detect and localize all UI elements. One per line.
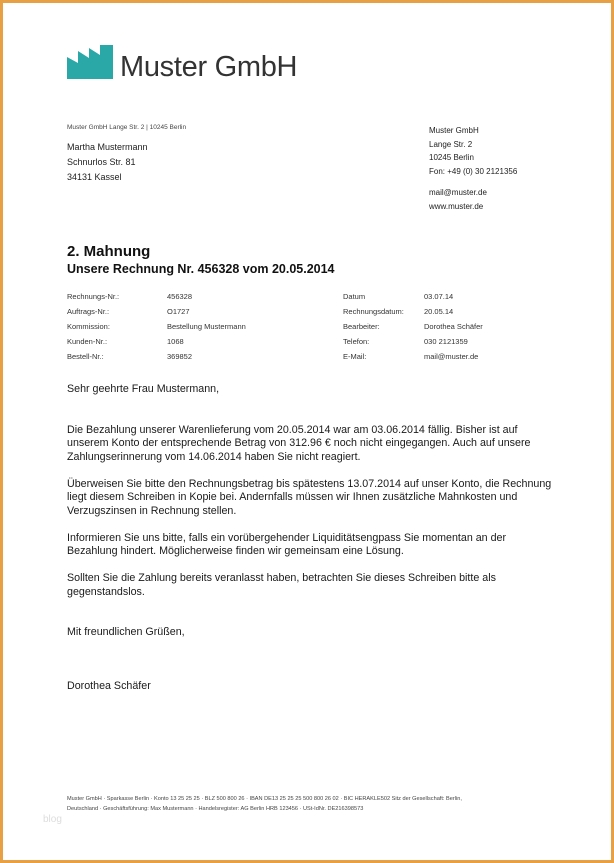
footer-line: Deutschland · Geschäftsführung: Max Mustermann · Handelsregister: AG Berlin HRB 123456 · USt-IdNr. DE216398573 — [67, 805, 364, 812]
info-label: Kunden-Nr.: — [67, 337, 108, 346]
letter-body — [67, 383, 557, 693]
watermark: blog — [43, 814, 62, 825]
info-label: Rechnungs-Nr.: — [67, 292, 120, 301]
company-city: 10245 Berlin — [429, 153, 474, 162]
body-paragraph: Sollten Sie die Zahlung bereits veranlasst haben, betrachten Sie dieses Schreiben bitte als gegenstandslos. — [67, 572, 496, 598]
body-paragraph: Überweisen Sie bitte den Rechnungsbetrag bis spätestens 13.07.2014 auf unser Konto, die Rechnung liegt diesem Schreiben in Kopie bei. Andernfalls müssen wir Ihnen zusätzliche Mahnkosten und Verzugszinsen in Rechnung stellen. — [67, 477, 552, 517]
invoice-number: 456328 — [167, 292, 193, 301]
page-title: 2. Mahnung — [67, 243, 151, 260]
info-label: Auftrags-Nr.: — [67, 307, 110, 316]
info-label: Rechnungsdatum: — [343, 307, 404, 316]
recipient-street: Schnurlos Str. 81 — [67, 157, 136, 167]
invoice-date: 20.05.14 — [424, 307, 454, 316]
info-values-right — [424, 289, 483, 364]
factory-icon — [67, 45, 113, 79]
clerk-email-link[interactable]: mail@muster.de — [424, 352, 479, 361]
info-label: Bestell-Nr.: — [67, 352, 104, 361]
company-name: Muster GmbH — [429, 126, 479, 135]
sender-address-line: Muster GmbH Lange Str. 2 | 10245 Berlin — [67, 124, 187, 131]
recipient-city: 34131 Kassel — [67, 172, 122, 182]
company-contact-block — [429, 124, 517, 213]
company-email-link[interactable]: mail@muster.de — [429, 188, 487, 197]
letter-date: 03.07.14 — [424, 292, 454, 301]
recipient-name: Martha Mustermann — [67, 142, 148, 152]
order-number: O1727 — [167, 307, 190, 316]
customer-number: 1068 — [167, 337, 184, 346]
commission: Bestellung Mustermann — [167, 322, 246, 331]
footer-line: Muster GmbH · Sparkasse Berlin · Konto 13 25 25 25 · BLZ 500 800 26 · IBAN DE13 25 25 25 500 800 26 02 · BIC HERAKLE502 Sitz der Gesellschaft: Berlin, — [67, 796, 462, 802]
company-street: Lange Str. 2 — [429, 139, 473, 149]
company-logo-text: Muster GmbH — [120, 51, 298, 83]
info-labels-left — [67, 289, 119, 364]
clerk-phone: 030 2121359 — [424, 337, 468, 346]
footer-bank-details — [67, 795, 547, 814]
body-paragraph: Informieren Sie uns bitte, falls ein vorübergehender Liquiditätsengpass Sie momentan an der Bezahlung hindert. Möglicherweise finden wir gemeinsam eine Lösung. — [67, 531, 507, 557]
info-label: Kommission: — [67, 322, 110, 331]
recipient-address — [67, 140, 148, 185]
info-label: E-Mail: — [343, 352, 367, 361]
closing: Mit freundlichen Grüßen, — [67, 626, 185, 638]
company-website-link[interactable]: www.muster.de — [429, 201, 484, 211]
company-phone: Fon: +49 (0) 30 2121356 — [429, 166, 518, 176]
salutation: Sehr geehrte Frau Mustermann, — [67, 383, 220, 395]
purchase-order-number: 369852 — [167, 352, 193, 361]
page-subtitle: Unsere Rechnung Nr. 456328 vom 20.05.2014 — [67, 262, 335, 276]
info-values-left — [167, 289, 246, 364]
signature: Dorothea Schäfer — [67, 679, 151, 692]
body-paragraph: Die Bezahlung unserer Warenlieferung vom 20.05.2014 war am 03.06.2014 fällig. Bisher ist auf unserem Konto der entsprechende Betrag von 312.96 € noch nicht eingegangen. Auch auf unsere Zahlungserinnerung vom 14.06.2014 haben Sie nicht reagiert. — [67, 423, 531, 463]
info-label: Bearbeiter: — [343, 322, 380, 331]
info-label: Datum — [343, 292, 366, 301]
clerk-name: Dorothea Schäfer — [424, 322, 483, 331]
info-labels-right — [343, 289, 404, 364]
info-label: Telefon: — [343, 337, 370, 346]
